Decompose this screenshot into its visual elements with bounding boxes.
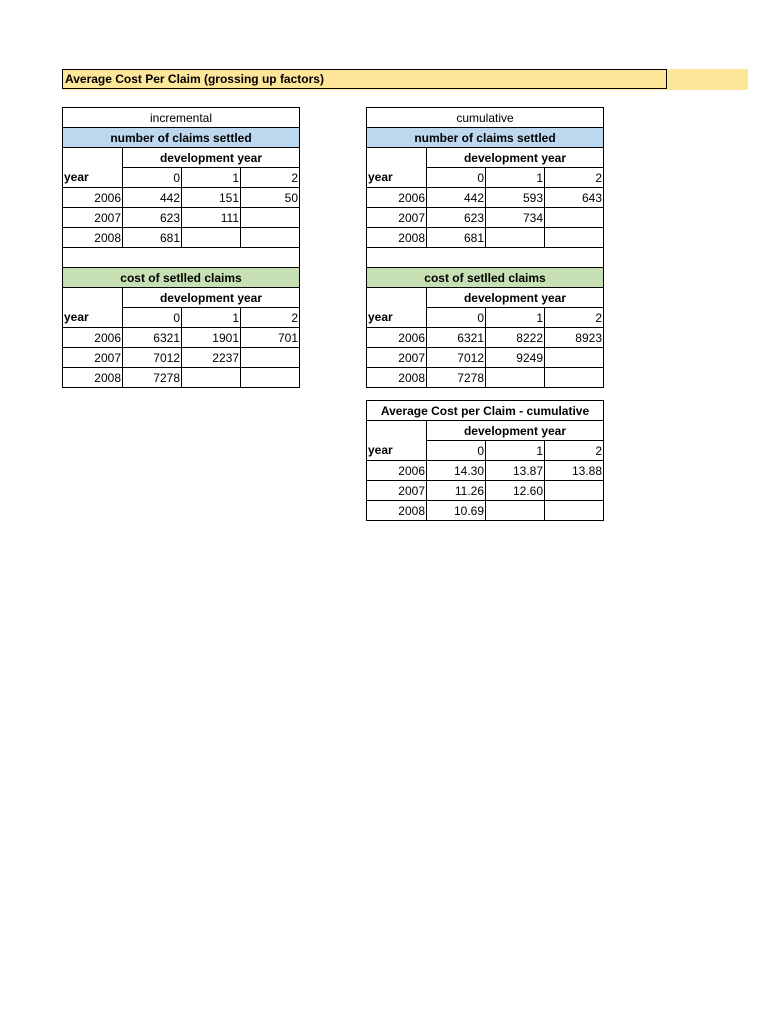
row-year: 2008 [63, 368, 123, 388]
row-year: 2006 [367, 461, 427, 481]
table-row [367, 481, 604, 501]
row-year: 2007 [367, 348, 427, 368]
cell: 13.87 [486, 461, 545, 481]
cell: 593 [486, 188, 545, 208]
cell [182, 368, 241, 388]
cell: 151 [182, 188, 241, 208]
cell [545, 228, 604, 248]
cell [241, 348, 300, 368]
dev-col-header: 1 [486, 308, 545, 328]
empty-cell [367, 421, 427, 441]
table-row [367, 348, 604, 368]
empty-cell [367, 148, 427, 168]
table-row [367, 368, 604, 388]
incremental-title: incremental [63, 108, 300, 128]
row-year: 2006 [367, 188, 427, 208]
cell [486, 501, 545, 521]
cell: 7012 [123, 348, 182, 368]
cell: 734 [486, 208, 545, 228]
cell: 623 [427, 208, 486, 228]
cell: 9249 [486, 348, 545, 368]
table-row [63, 228, 300, 248]
empty-cell [63, 148, 123, 168]
cell: 6321 [427, 328, 486, 348]
cell: 623 [123, 208, 182, 228]
cell [545, 501, 604, 521]
dev-col-header: 2 [545, 441, 604, 461]
cell: 6321 [123, 328, 182, 348]
cell [486, 228, 545, 248]
cell: 681 [123, 228, 182, 248]
cell [241, 208, 300, 228]
average-title: Average Cost per Claim - cumulative [367, 401, 604, 421]
row-year: 2008 [367, 501, 427, 521]
dev-col-header: 1 [182, 308, 241, 328]
table-row [63, 188, 300, 208]
table-row [367, 461, 604, 481]
spacer-row [63, 248, 300, 268]
cumulative-table [366, 107, 604, 388]
cell [241, 368, 300, 388]
dev-col-header: 2 [545, 308, 604, 328]
cell: 681 [427, 228, 486, 248]
cumulative-title: cumulative [367, 108, 604, 128]
cell [486, 368, 545, 388]
year-label: year [367, 168, 427, 188]
cell: 7278 [123, 368, 182, 388]
row-year: 2008 [367, 228, 427, 248]
dev-col-header: 2 [545, 168, 604, 188]
dev-col-header: 0 [123, 168, 182, 188]
cell: 111 [182, 208, 241, 228]
cell: 8923 [545, 328, 604, 348]
dev-col-header: 0 [427, 168, 486, 188]
table-row [367, 328, 604, 348]
cell: 50 [241, 188, 300, 208]
incremental-cost-header: cost of setlled claims [63, 268, 300, 288]
dev-col-header: 1 [182, 168, 241, 188]
cell: 8222 [486, 328, 545, 348]
cell: 10.69 [427, 501, 486, 521]
sheet-title: Average Cost Per Claim (grossing up factors) [62, 69, 667, 89]
cell: 643 [545, 188, 604, 208]
spacer-row [367, 248, 604, 268]
year-label: year [63, 308, 123, 328]
row-year: 2008 [63, 228, 123, 248]
dev-year-label: development year [123, 288, 300, 308]
cell: 701 [241, 328, 300, 348]
row-year: 2007 [367, 208, 427, 228]
dev-col-header: 2 [241, 308, 300, 328]
row-year: 2007 [63, 348, 123, 368]
cell [545, 481, 604, 501]
row-year: 2006 [63, 328, 123, 348]
cell: 12.60 [486, 481, 545, 501]
cell: 442 [123, 188, 182, 208]
dev-col-header: 0 [427, 308, 486, 328]
dev-col-header: 1 [486, 441, 545, 461]
dev-col-header: 2 [241, 168, 300, 188]
dev-col-header: 0 [427, 441, 486, 461]
year-label: year [63, 168, 123, 188]
cell [545, 368, 604, 388]
average-cost-table [366, 400, 604, 521]
dev-col-header: 0 [123, 308, 182, 328]
cell [182, 228, 241, 248]
cell: 11.26 [427, 481, 486, 501]
table-row [63, 348, 300, 368]
cell [545, 208, 604, 228]
cell [241, 228, 300, 248]
incremental-table [62, 107, 300, 388]
cell: 1901 [182, 328, 241, 348]
table-row [367, 228, 604, 248]
table-row [367, 501, 604, 521]
empty-cell [63, 288, 123, 308]
dev-year-label: development year [123, 148, 300, 168]
table-row [63, 208, 300, 228]
row-year: 2007 [63, 208, 123, 228]
empty-cell [367, 288, 427, 308]
cumulative-claims-header: number of claims settled [367, 128, 604, 148]
row-year: 2006 [63, 188, 123, 208]
cell: 7278 [427, 368, 486, 388]
cell: 2237 [182, 348, 241, 368]
dev-col-header: 1 [486, 168, 545, 188]
table-row [63, 368, 300, 388]
table-row [367, 188, 604, 208]
cumulative-cost-header: cost of setlled claims [367, 268, 604, 288]
year-label: year [367, 308, 427, 328]
row-year: 2006 [367, 328, 427, 348]
cell [545, 348, 604, 368]
cell: 442 [427, 188, 486, 208]
year-label: year [367, 441, 427, 461]
cell: 7012 [427, 348, 486, 368]
row-year: 2008 [367, 368, 427, 388]
cell: 13.88 [545, 461, 604, 481]
dev-year-label: development year [427, 421, 604, 441]
row-year: 2007 [367, 481, 427, 501]
cell: 14.30 [427, 461, 486, 481]
incremental-claims-header: number of claims settled [63, 128, 300, 148]
table-row [367, 208, 604, 228]
dev-year-label: development year [427, 148, 604, 168]
table-row [63, 328, 300, 348]
dev-year-label: development year [427, 288, 604, 308]
